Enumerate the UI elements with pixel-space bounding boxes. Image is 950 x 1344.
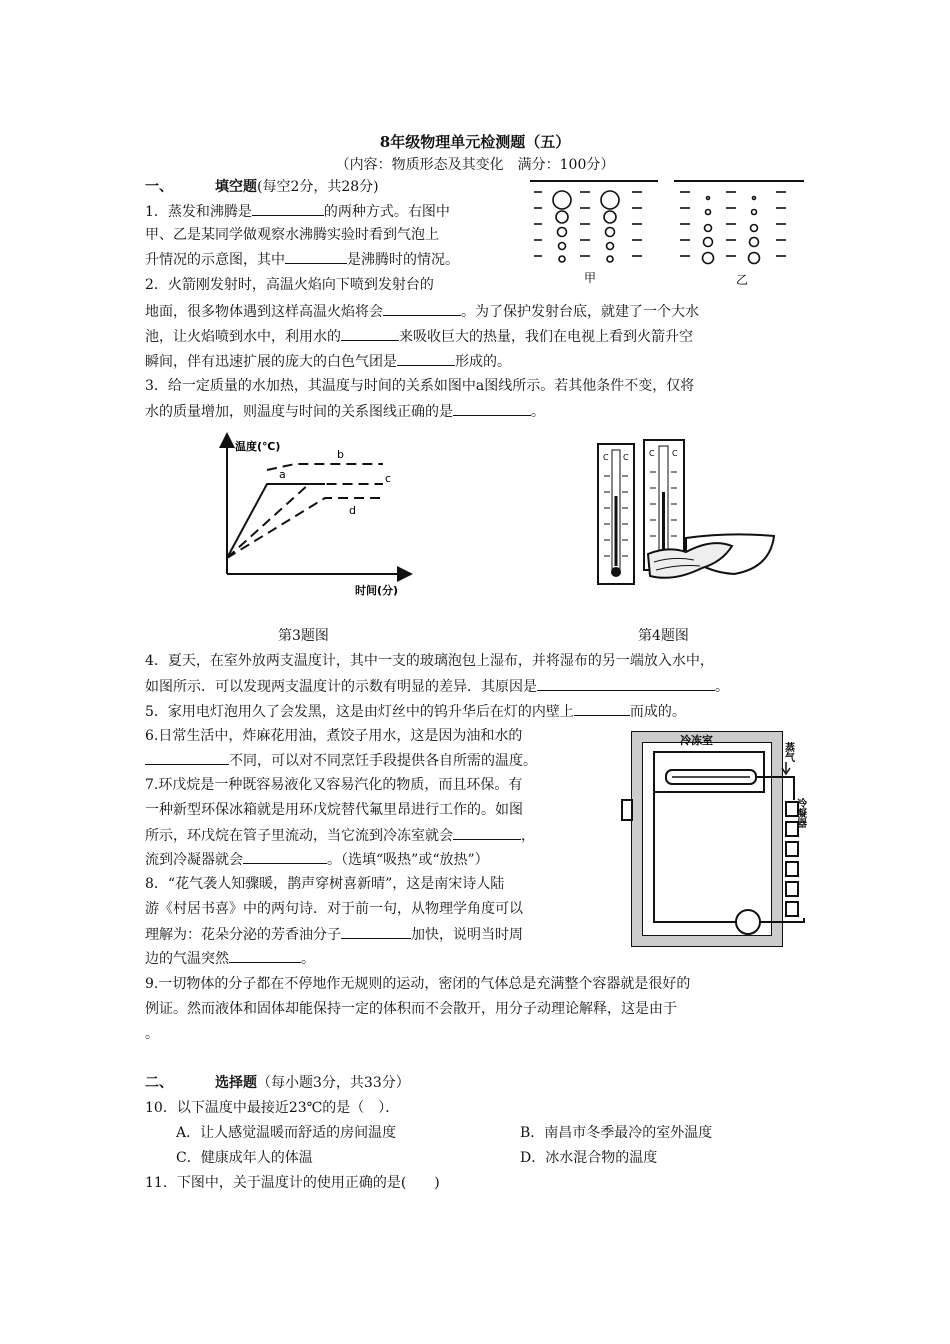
q11-stem: 11．下图中，关于温度计的使用正确的是( )	[145, 1175, 440, 1191]
bubbles-jia	[553, 191, 619, 262]
q4-line1: 4．夏天，在室外放两支温度计，其中一支的玻璃泡包上湿布，并将湿布的另一端放入水中，	[145, 653, 714, 669]
q7-text-d: 。（选填“吸热”或“放热”）	[327, 852, 489, 868]
q8-text-a: 理解为：花朵分泌的芳香油分子	[145, 927, 341, 943]
q7-blank2[interactable]	[243, 848, 327, 864]
q5-text-b: 而成的。	[629, 704, 686, 720]
q2-text-f: 形成的。	[455, 354, 511, 370]
q7-line2: 一种新型环保冰箱就是用环戊烷替代氟里昂进行工作的。如图	[145, 802, 523, 818]
q1-line2: 甲、乙是某同学做观察水沸腾实验时看到气泡上	[145, 227, 439, 243]
condenser-label: 冷凝器	[794, 798, 806, 828]
q6-line1: 6.日常生活中，炸麻花用油，煮饺子用水，这是因为油和水的	[145, 728, 523, 744]
q3-text-a: 水的质量增加，则温度与时间的关系图线正确的是	[145, 404, 453, 420]
q10-option-a[interactable]: A．让人感觉温暖而舒适的房间温度	[176, 1125, 397, 1141]
q2-text-c: 池，让火焰喷到水中，利用水的	[145, 329, 341, 345]
q7-text-a: 所示，环戊烷在管子里流动，当它流到冷冻室就会	[145, 828, 453, 844]
q10-option-b[interactable]: B．南昌市冬季最冷的室外温度	[520, 1125, 713, 1141]
compressor	[736, 910, 760, 934]
fig4-thermometers	[594, 436, 778, 588]
q7-line3	[145, 824, 535, 847]
q2-blank1[interactable]	[383, 300, 461, 316]
fig3-xlabel: 时间(分)	[355, 584, 399, 597]
q2-line4	[145, 350, 511, 373]
thermometer-dry	[598, 444, 634, 584]
q2-line1: 2．火箭刚发射时，高温火焰向下喷到发射台的	[145, 277, 434, 293]
wet-scale-mark-left: C	[649, 449, 655, 458]
q3-blank1[interactable]	[453, 400, 531, 416]
q1-line1	[145, 200, 450, 223]
dry-scale-mark-right: C	[623, 453, 629, 462]
q7-text-b: ，	[521, 828, 535, 844]
q8-line2: 游《村居书喜》中的两句诗．对于前一句，从物理学角度可以	[145, 901, 523, 917]
q2-text-b: 。为了保护发射台底，就建了一个大水	[461, 304, 699, 320]
section1-name: 填空题	[215, 179, 257, 195]
fig3-line-d	[227, 498, 383, 558]
fig3-label-c: c	[385, 472, 392, 485]
bubble-figure	[528, 178, 808, 290]
q10-stem: 10．以下温度中最接近23℃的是（ ）．	[145, 1100, 400, 1116]
fig3-graph	[205, 432, 415, 602]
q10-option-d[interactable]: D．冰水混合物的温度	[520, 1150, 658, 1166]
q1-line3	[145, 248, 459, 271]
q6-text-b: 不同，可以对不同烹饪手段提供各自所需的温度。	[229, 753, 537, 769]
q3-line2	[145, 400, 545, 423]
section2-name: 选择题	[215, 1075, 257, 1091]
fig3-line-c	[227, 484, 383, 558]
q7-line4	[145, 848, 489, 871]
q2-text-a: 地面，很多物体遇到这样高温火焰将会	[145, 304, 383, 320]
fridge-door-handle	[622, 800, 632, 820]
page-subtitle: （内容：物质形态及其变化 满分：100分）	[335, 157, 615, 173]
section2-number: 二、	[145, 1075, 173, 1091]
q5-text-a: 5．家用电灯泡用久了会发黑，这是由灯丝中的钨升华后在灯的内壁上	[145, 704, 574, 720]
fig4-caption: 第4题图	[638, 628, 689, 644]
q1-text-a: 1．蒸发和沸腾是	[145, 204, 252, 220]
wet-scale-mark-right: C	[672, 449, 678, 458]
q7-blank1[interactable]	[453, 824, 521, 840]
q2-line2	[145, 300, 699, 323]
q4-line2	[145, 675, 729, 698]
q8-blank1[interactable]	[341, 923, 411, 939]
steam-label: 蒸气	[782, 742, 794, 762]
section1-header	[145, 176, 379, 198]
dry-scale-mark-left: C	[603, 453, 609, 462]
q8-line4	[145, 947, 315, 970]
q1-blank2[interactable]	[285, 248, 347, 264]
fig3-ylabel: 温度(℃)	[235, 440, 281, 453]
q5-blank1[interactable]	[574, 700, 630, 716]
q6-line2	[145, 749, 537, 772]
q1-blank1[interactable]	[252, 200, 324, 216]
section1-number: 一、	[145, 179, 173, 195]
q7-text-c: 流到冷凝器就会	[145, 852, 243, 868]
q8-text-d: 。	[301, 951, 315, 967]
q2-text-e: 瞬间，伴有迅速扩展的庞大的白色气团是	[145, 354, 397, 370]
q2-blank2[interactable]	[341, 325, 399, 341]
fig3-line-a	[227, 484, 325, 558]
q10-option-c[interactable]: C．健康成年人的体温	[176, 1150, 313, 1166]
q4-text-b: 。	[715, 679, 729, 695]
water-dashes	[534, 192, 786, 256]
q8-text-b: 加快，说明当时周	[411, 927, 523, 943]
q2-text-d: 来吸收巨大的热量，我们在电视上看到火箭升空	[399, 329, 693, 345]
q2-line3	[145, 325, 693, 348]
fig3-caption: 第3题图	[278, 628, 329, 644]
q3-text-b: 。	[531, 404, 545, 420]
q5-line1	[145, 700, 686, 723]
q8-line3	[145, 923, 523, 946]
q4-text-a: 如图所示．可以发现两支温度计的示数有明显的差异．其原因是	[145, 679, 537, 695]
q9-line1: 9.一切物体的分子都在不停地作无规则的运动，密闭的气体总是充满整个容器就是很好的	[145, 976, 691, 992]
q6-blank1[interactable]	[145, 749, 229, 765]
section2-note: （每小题3分，共33分）	[257, 1075, 410, 1091]
q1-text-b: 的两种方式。右图中	[323, 204, 450, 220]
q1-text-c: 升情况的示意图，其中	[145, 252, 285, 268]
q9-line3: 。	[145, 1026, 159, 1042]
q7-line1: 7.环戊烷是一种既容易液化又容易汽化的物质，而且环保。有	[145, 777, 523, 793]
q2-blank3[interactable]	[397, 350, 455, 366]
section1-note: (每空2分，共28分)	[257, 179, 379, 195]
fig7-refrigerator	[618, 722, 812, 956]
label-jia: 甲	[584, 271, 597, 285]
bubbles-yi	[703, 197, 760, 264]
freezer-label: 冷冻室	[680, 734, 713, 747]
section2-header	[145, 1072, 410, 1094]
q1-text-d: 是沸腾时的情况。	[347, 252, 459, 268]
q8-blank2[interactable]	[229, 947, 301, 963]
q3-line1: 3．给一定质量的水加热，其温度与时间的关系如图中a图线所示。若其他条件不变，仅将	[145, 378, 695, 394]
q8-text-c: 边的气温突然	[145, 951, 229, 967]
label-yi: 乙	[736, 273, 749, 287]
q4-blank1[interactable]	[537, 675, 715, 691]
fig3-label-a: a	[279, 468, 286, 481]
page-title: 8年级物理单元检测题（五）	[379, 133, 571, 151]
fig3-label-d: d	[349, 504, 356, 517]
fig3-label-b: b	[337, 448, 344, 461]
q8-line1: 8．“花气袭人知骤暖，鹊声穿树喜新晴”，这是南宋诗人陆	[145, 876, 505, 892]
q9-line2: 例证。然而液体和固体却能保持一定的体积而不会散开，用分子动理论解释，这是由于	[145, 1001, 677, 1017]
